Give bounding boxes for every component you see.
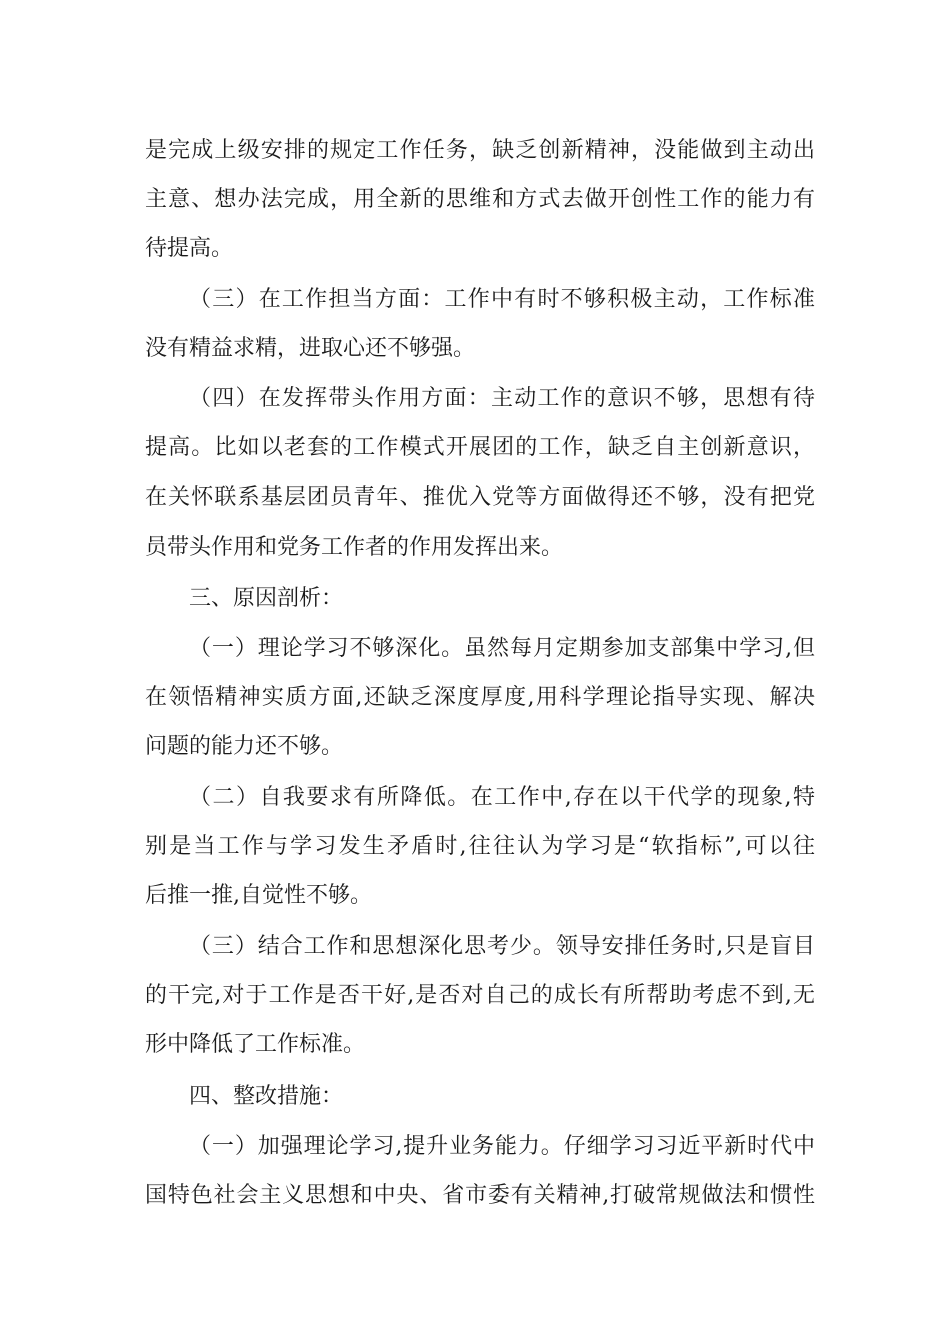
text-line: 在关怀联系基层团员青年、推优入党等方面做得还不够，没有把党 <box>145 485 815 510</box>
paragraph-heading-line: （三）在工作担当方面：工作中有时不够积极主动，工作标准 <box>189 287 815 312</box>
text-line: 员带头作用和党务工作者的作用发挥出来。 <box>145 535 564 560</box>
text-line: 形中降低了工作标准。 <box>145 1032 366 1057</box>
section-heading: 三、原因剖析： <box>189 586 344 611</box>
text-line: 提高。比如以老套的工作模式开展团的工作，缺乏自主创新意识， <box>145 435 815 460</box>
text-line: 主意、想办法完成，用全新的思维和方式去做开创性工作的能力有 <box>145 187 815 212</box>
text-line: 的干完,对于工作是否干好,是否对自己的成长有所帮助考虑不到,无 <box>145 983 815 1008</box>
text-line: 问题的能力还不够。 <box>145 734 344 759</box>
text-line: 国特色社会主义思想和中央、省市委有关精神,打破常规做法和惯性 <box>145 1183 815 1208</box>
paragraph-heading-line: （四）在发挥带头作用方面：主动工作的意识不够，思想有待 <box>189 386 815 411</box>
text-line: 是完成上级安排的规定工作任务，缺乏创新精神，没能做到主动出 <box>145 138 815 163</box>
section-heading: 四、整改措施： <box>189 1084 344 1109</box>
text-line: 别是当工作与学习发生矛盾时,往往认为学习是“软指标”,可以往 <box>145 834 815 859</box>
paragraph-heading-line: （一）理论学习不够深化。虽然每月定期参加支部集中学习,但 <box>189 636 815 661</box>
text-line: 待提高。 <box>145 236 234 261</box>
text-line: 没有精益求精，进取心还不够强。 <box>145 336 476 361</box>
paragraph-heading-line: （三）结合工作和思想深化思考少。领导安排任务时,只是盲目 <box>189 934 815 959</box>
paragraph-heading-line: （一）加强理论学习,提升业务能力。仔细学习习近平新时代中 <box>189 1134 815 1159</box>
paragraph-heading-line: （二）自我要求有所降低。在工作中,存在以干代学的现象,特 <box>189 785 815 810</box>
text-line: 在领悟精神实质方面,还缺乏深度厚度,用科学理论指导实现、解决 <box>145 685 815 710</box>
text-line: 后推一推,自觉性不够。 <box>145 883 372 908</box>
